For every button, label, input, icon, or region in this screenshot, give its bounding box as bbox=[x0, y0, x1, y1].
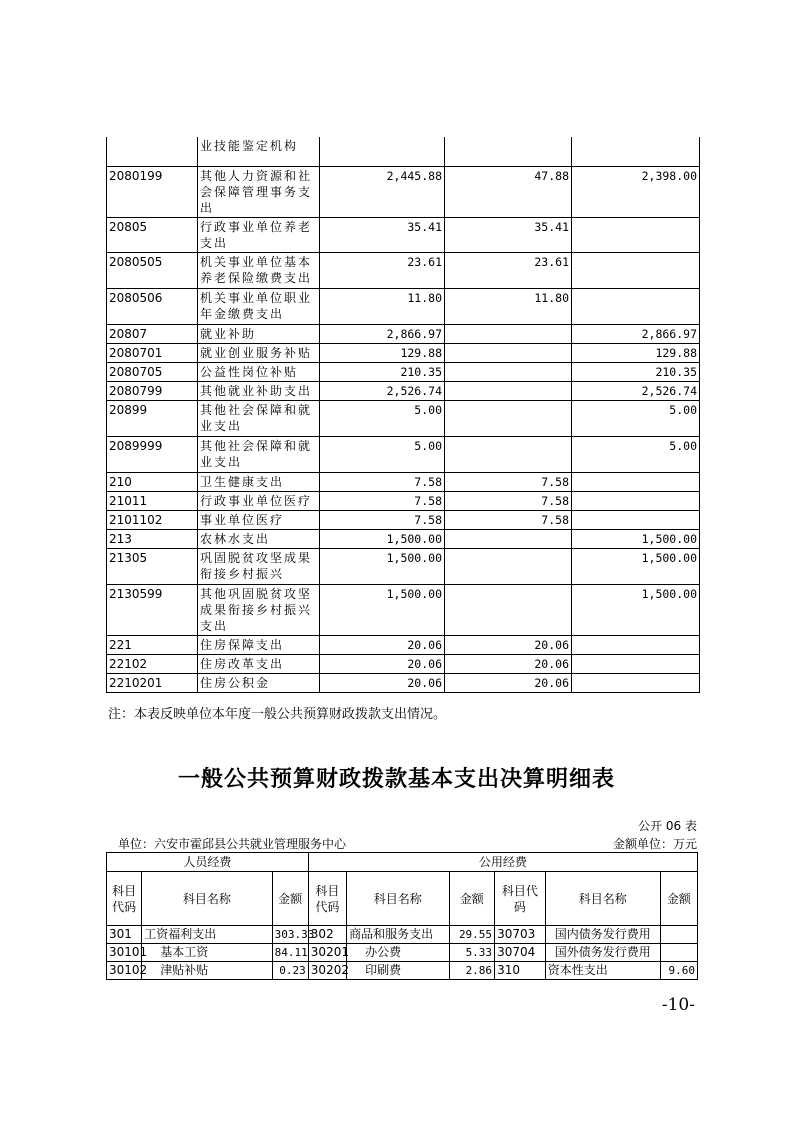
table-row bbox=[107, 343, 700, 362]
table-row bbox=[107, 926, 698, 944]
basic-cell: 20.06 bbox=[445, 673, 572, 692]
basic-cell bbox=[445, 137, 572, 166]
project-cell: 129.88 bbox=[572, 343, 700, 362]
section-title: 一般公共预算财政拨款基本支出决算明细表 bbox=[177, 767, 615, 792]
amount-cell: 29.55 bbox=[449, 926, 495, 944]
name-cell: 印刷费 bbox=[347, 962, 449, 980]
name-cell: 国外债务发行费用 bbox=[545, 944, 660, 962]
basic-cell bbox=[445, 362, 572, 381]
name-cell: 机关事业单位基本养老保险缴费支出 bbox=[198, 252, 320, 288]
column-header: 金额 bbox=[272, 872, 308, 926]
basic-cell bbox=[445, 381, 572, 400]
basic-cell bbox=[445, 548, 572, 584]
table-row bbox=[107, 137, 700, 166]
name-cell: 商品和服务支出 bbox=[347, 926, 449, 944]
amount-cell: 2.86 bbox=[449, 962, 495, 980]
column-header: 科目代码 bbox=[107, 872, 142, 926]
name-cell: 基本工资 bbox=[142, 944, 272, 962]
name-cell: 机关事业单位职业年金缴费支出 bbox=[198, 288, 320, 324]
project-cell bbox=[572, 673, 700, 692]
table-row bbox=[107, 944, 698, 962]
column-header: 科目代码 bbox=[495, 872, 546, 926]
name-cell: 卫生健康支出 bbox=[198, 472, 320, 491]
amount-cell: 9.60 bbox=[660, 962, 697, 980]
name-cell: 住房保障支出 bbox=[198, 635, 320, 654]
project-cell bbox=[572, 635, 700, 654]
project-cell: 2,526.74 bbox=[572, 381, 700, 400]
group-header-personnel: 人员经费 bbox=[107, 853, 309, 872]
table-row bbox=[107, 362, 700, 381]
project-cell bbox=[572, 137, 700, 166]
table-row bbox=[107, 510, 700, 529]
code-cell: 20805 bbox=[107, 217, 198, 252]
table-row bbox=[107, 529, 700, 548]
column-header: 科目名称 bbox=[142, 872, 272, 926]
name-cell: 其他巩固脱贫攻坚成果衔接乡村振兴支出 bbox=[198, 584, 320, 635]
name-cell: 资本性支出 bbox=[545, 962, 660, 980]
amount-cell: 5.33 bbox=[449, 944, 495, 962]
table-row bbox=[107, 324, 700, 343]
unit-label: 单位：六安市霍邱县公共就业管理服务中心 bbox=[118, 837, 347, 851]
amount-cell: 303.33 bbox=[272, 926, 308, 944]
basic-cell: 23.61 bbox=[445, 252, 572, 288]
name-cell: 住房改革支出 bbox=[198, 654, 320, 673]
total-cell: 2,866.97 bbox=[320, 324, 445, 343]
total-cell: 5.00 bbox=[320, 436, 445, 472]
code-cell: 221 bbox=[107, 635, 198, 654]
total-cell: 2,445.88 bbox=[320, 166, 445, 217]
column-header: 金额 bbox=[449, 872, 495, 926]
basic-expenditure-detail-table bbox=[106, 852, 698, 980]
project-cell: 1,500.00 bbox=[572, 584, 700, 635]
page-number: -10- bbox=[661, 995, 695, 1015]
table-number: 公开 06 表 bbox=[638, 819, 697, 833]
basic-cell bbox=[445, 584, 572, 635]
basic-cell: 11.80 bbox=[445, 288, 572, 324]
total-cell: 11.80 bbox=[320, 288, 445, 324]
code-cell: 2080705 bbox=[107, 362, 198, 381]
table-row bbox=[107, 548, 700, 584]
column-header: 金额 bbox=[660, 872, 697, 926]
basic-cell bbox=[445, 343, 572, 362]
project-cell bbox=[572, 491, 700, 510]
total-cell bbox=[320, 137, 445, 166]
code-cell: 2080506 bbox=[107, 288, 198, 324]
table-row bbox=[107, 436, 700, 472]
code-cell bbox=[107, 137, 198, 166]
name-cell: 业技能鉴定机构 bbox=[198, 137, 320, 166]
code-cell: 30703 bbox=[495, 926, 546, 944]
amount-cell: 84.11 bbox=[272, 944, 308, 962]
name-cell: 事业单位医疗 bbox=[198, 510, 320, 529]
total-cell: 2,526.74 bbox=[320, 381, 445, 400]
basic-cell bbox=[445, 400, 572, 436]
code-cell: 21011 bbox=[107, 491, 198, 510]
code-cell: 30102 bbox=[107, 962, 142, 980]
total-cell: 20.06 bbox=[320, 635, 445, 654]
table-row bbox=[107, 584, 700, 635]
name-cell: 其他人力资源和社会保障管理事务支出 bbox=[198, 166, 320, 217]
table-row bbox=[107, 166, 700, 217]
code-cell: 302 bbox=[308, 926, 346, 944]
code-cell: 2101102 bbox=[107, 510, 198, 529]
total-cell: 7.58 bbox=[320, 472, 445, 491]
name-cell: 其他社会保障和就业支出 bbox=[198, 436, 320, 472]
project-cell: 1,500.00 bbox=[572, 548, 700, 584]
total-cell: 20.06 bbox=[320, 654, 445, 673]
project-cell bbox=[572, 288, 700, 324]
basic-cell: 7.58 bbox=[445, 510, 572, 529]
name-cell: 津贴补贴 bbox=[142, 962, 272, 980]
amount-cell bbox=[660, 944, 697, 962]
name-cell: 国内债务发行费用 bbox=[545, 926, 660, 944]
expenditure-table bbox=[106, 137, 700, 693]
code-cell: 2080505 bbox=[107, 252, 198, 288]
code-cell: 2210201 bbox=[107, 673, 198, 692]
code-cell: 21305 bbox=[107, 548, 198, 584]
project-cell bbox=[572, 217, 700, 252]
code-cell: 30202 bbox=[308, 962, 346, 980]
code-cell: 30201 bbox=[308, 944, 346, 962]
total-cell: 1,500.00 bbox=[320, 584, 445, 635]
name-cell: 办公费 bbox=[347, 944, 449, 962]
table-row bbox=[107, 962, 698, 980]
total-cell: 1,500.00 bbox=[320, 529, 445, 548]
name-cell: 就业创业服务补贴 bbox=[198, 343, 320, 362]
total-cell: 1,500.00 bbox=[320, 548, 445, 584]
name-cell: 巩固脱贫攻坚成果衔接乡村振兴 bbox=[198, 548, 320, 584]
basic-cell: 7.58 bbox=[445, 472, 572, 491]
project-cell bbox=[572, 252, 700, 288]
total-cell: 7.58 bbox=[320, 510, 445, 529]
table-row bbox=[107, 635, 700, 654]
code-cell: 20807 bbox=[107, 324, 198, 343]
code-cell: 2080199 bbox=[107, 166, 198, 217]
basic-cell bbox=[445, 324, 572, 343]
total-cell: 7.58 bbox=[320, 491, 445, 510]
table-row bbox=[107, 252, 700, 288]
name-cell: 行政事业单位养老支出 bbox=[198, 217, 320, 252]
code-cell: 2130599 bbox=[107, 584, 198, 635]
table-note: 注：本表反映单位本年度一般公共预算财政拨款支出情况。 bbox=[108, 707, 447, 722]
basic-cell: 47.88 bbox=[445, 166, 572, 217]
name-cell: 行政事业单位医疗 bbox=[198, 491, 320, 510]
table-row bbox=[107, 381, 700, 400]
column-header: 科目名称 bbox=[545, 872, 660, 926]
code-cell: 213 bbox=[107, 529, 198, 548]
total-cell: 210.35 bbox=[320, 362, 445, 381]
table-row bbox=[107, 673, 700, 692]
name-cell: 公益性岗位补贴 bbox=[198, 362, 320, 381]
basic-cell: 20.06 bbox=[445, 654, 572, 673]
project-cell: 1,500.00 bbox=[572, 529, 700, 548]
name-cell: 其他就业补助支出 bbox=[198, 381, 320, 400]
project-cell: 2,398.00 bbox=[572, 166, 700, 217]
table-row bbox=[107, 400, 700, 436]
project-cell bbox=[572, 654, 700, 673]
code-cell: 2089999 bbox=[107, 436, 198, 472]
code-cell: 210 bbox=[107, 472, 198, 491]
column-header: 科目代码 bbox=[308, 872, 346, 926]
money-unit-label: 金额单位：万元 bbox=[612, 837, 697, 851]
project-cell bbox=[572, 510, 700, 529]
project-cell bbox=[572, 472, 700, 491]
table-row bbox=[107, 217, 700, 252]
basic-cell: 7.58 bbox=[445, 491, 572, 510]
project-cell: 5.00 bbox=[572, 400, 700, 436]
table-row bbox=[107, 288, 700, 324]
code-cell: 30704 bbox=[495, 944, 546, 962]
total-cell: 129.88 bbox=[320, 343, 445, 362]
amount-cell bbox=[660, 926, 697, 944]
table-row bbox=[107, 491, 700, 510]
table-row bbox=[107, 654, 700, 673]
basic-cell bbox=[445, 529, 572, 548]
project-cell: 210.35 bbox=[572, 362, 700, 381]
total-cell: 35.41 bbox=[320, 217, 445, 252]
total-cell: 20.06 bbox=[320, 673, 445, 692]
code-cell: 301 bbox=[107, 926, 142, 944]
name-cell: 就业补助 bbox=[198, 324, 320, 343]
name-cell: 农林水支出 bbox=[198, 529, 320, 548]
total-cell: 23.61 bbox=[320, 252, 445, 288]
name-cell: 工资福利支出 bbox=[142, 926, 272, 944]
table-row bbox=[107, 472, 700, 491]
code-cell: 2080799 bbox=[107, 381, 198, 400]
total-cell: 5.00 bbox=[320, 400, 445, 436]
code-cell: 2080701 bbox=[107, 343, 198, 362]
code-cell: 30101 bbox=[107, 944, 142, 962]
column-header: 科目名称 bbox=[347, 872, 449, 926]
code-cell: 310 bbox=[495, 962, 546, 980]
amount-cell: 0.23 bbox=[272, 962, 308, 980]
group-header-public: 公用经费 bbox=[308, 853, 697, 872]
basic-cell: 20.06 bbox=[445, 635, 572, 654]
project-cell: 5.00 bbox=[572, 436, 700, 472]
project-cell: 2,866.97 bbox=[572, 324, 700, 343]
code-cell: 20899 bbox=[107, 400, 198, 436]
code-cell: 22102 bbox=[107, 654, 198, 673]
name-cell: 住房公积金 bbox=[198, 673, 320, 692]
basic-cell bbox=[445, 436, 572, 472]
basic-cell: 35.41 bbox=[445, 217, 572, 252]
name-cell: 其他社会保障和就业支出 bbox=[198, 400, 320, 436]
